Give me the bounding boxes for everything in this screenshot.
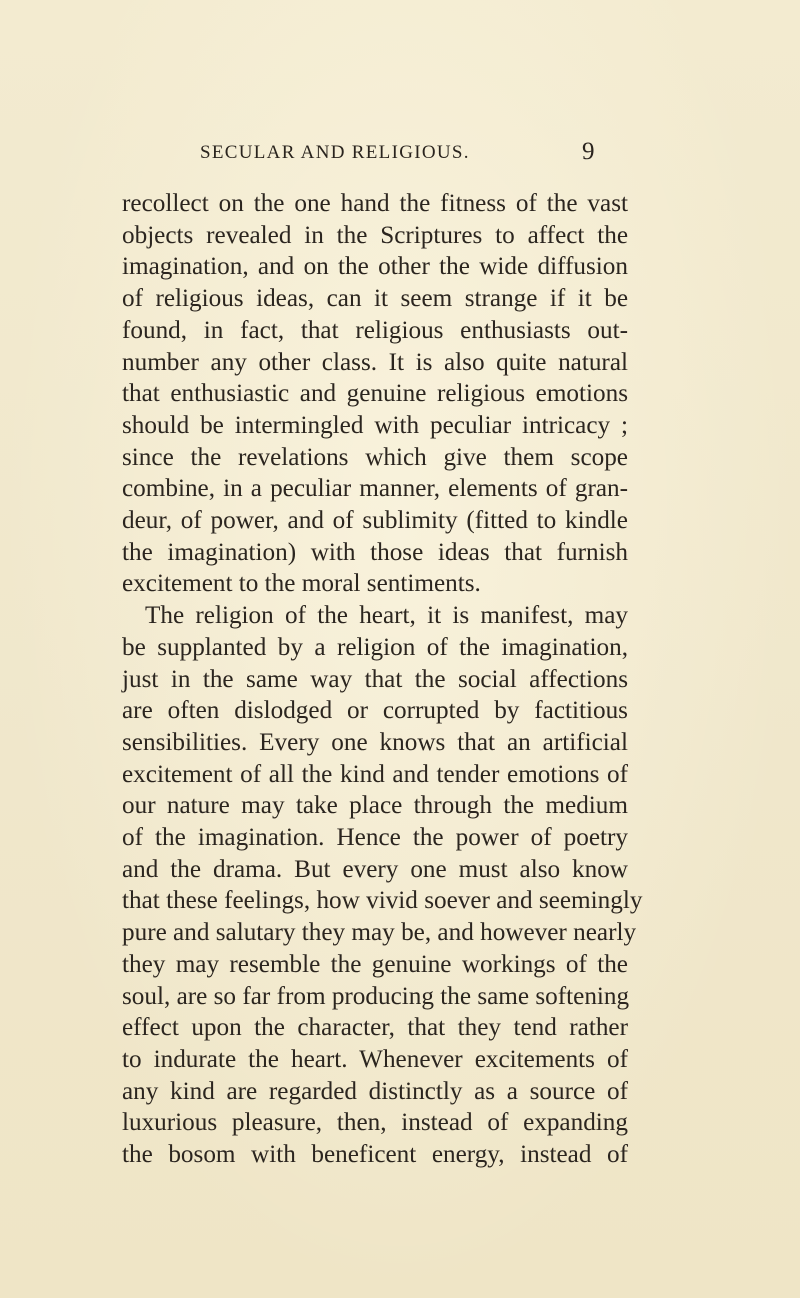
text-line: excitement of all the kind and tender emotions of bbox=[122, 760, 628, 788]
text-line: found, in fact, that religious enthusiasts out- bbox=[122, 316, 628, 344]
text-line: they may resemble the genuine workings of the bbox=[122, 950, 628, 978]
text-line: soul, are so far from producing the same softening bbox=[122, 982, 630, 1010]
text-line: effect upon the character, that they tend rather bbox=[122, 1014, 628, 1042]
text-line: and the drama. But every one must also know bbox=[122, 855, 628, 883]
text-line: be supplanted by a religion of the imagination, bbox=[122, 633, 628, 661]
text-line: to indurate the heart. Whenever excitements of bbox=[122, 1045, 628, 1073]
text-line: pure and salutary they may be, and however nearly bbox=[122, 919, 637, 947]
text-line: are often dislodged or corrupted by factitious bbox=[122, 697, 628, 725]
text-line: our nature may take place through the medium bbox=[122, 792, 628, 820]
text-line: that enthusiastic and genuine religious emotions bbox=[122, 380, 628, 408]
text-line: objects revealed in the Scriptures to affect the bbox=[122, 221, 628, 249]
text-line: of religious ideas, can it seem strange if it be bbox=[122, 285, 628, 313]
text-line: that these feelings, how vivid soever and seemingly bbox=[122, 887, 643, 915]
body-text bbox=[122, 188, 643, 1171]
text-line: since the revelations which give them scope bbox=[122, 443, 628, 471]
text-line: of the imagination. Hence the power of poetry bbox=[122, 824, 628, 852]
text-line: luxurious pleasure, then, instead of expanding bbox=[122, 1109, 628, 1137]
text-line: The religion of the heart, it is manifest, may bbox=[145, 602, 628, 630]
text-line: the imagination) with those ideas that furnish bbox=[122, 538, 628, 566]
text-line: combine, in a peculiar manner, elements of gran- bbox=[122, 475, 628, 503]
text-line: just in the same way that the social affections bbox=[122, 665, 628, 693]
running-head: SECULAR AND RELIGIOUS. bbox=[200, 142, 470, 163]
text-line: recollect on the one hand the fitness of the vast bbox=[122, 190, 628, 217]
text-line: any kind are regarded distinctly as a source of bbox=[122, 1077, 628, 1105]
text-line: the bosom with beneficent energy, instead of bbox=[122, 1141, 628, 1169]
text-line: sensibilities. Every one knows that an artificial bbox=[122, 728, 628, 756]
text-line: imagination, and on the other the wide diffusion bbox=[122, 253, 628, 281]
text-line: number any other class. It is also quite natural bbox=[122, 348, 628, 376]
text-line: excitement to the moral sentiments. bbox=[122, 570, 481, 598]
text-line: deur, of power, and of sublimity (fitted to kindle bbox=[122, 507, 628, 535]
page-header bbox=[0, 138, 800, 168]
text-line: should be intermingled with peculiar intricacy ; bbox=[122, 411, 628, 439]
page-number: 9 bbox=[582, 138, 595, 165]
